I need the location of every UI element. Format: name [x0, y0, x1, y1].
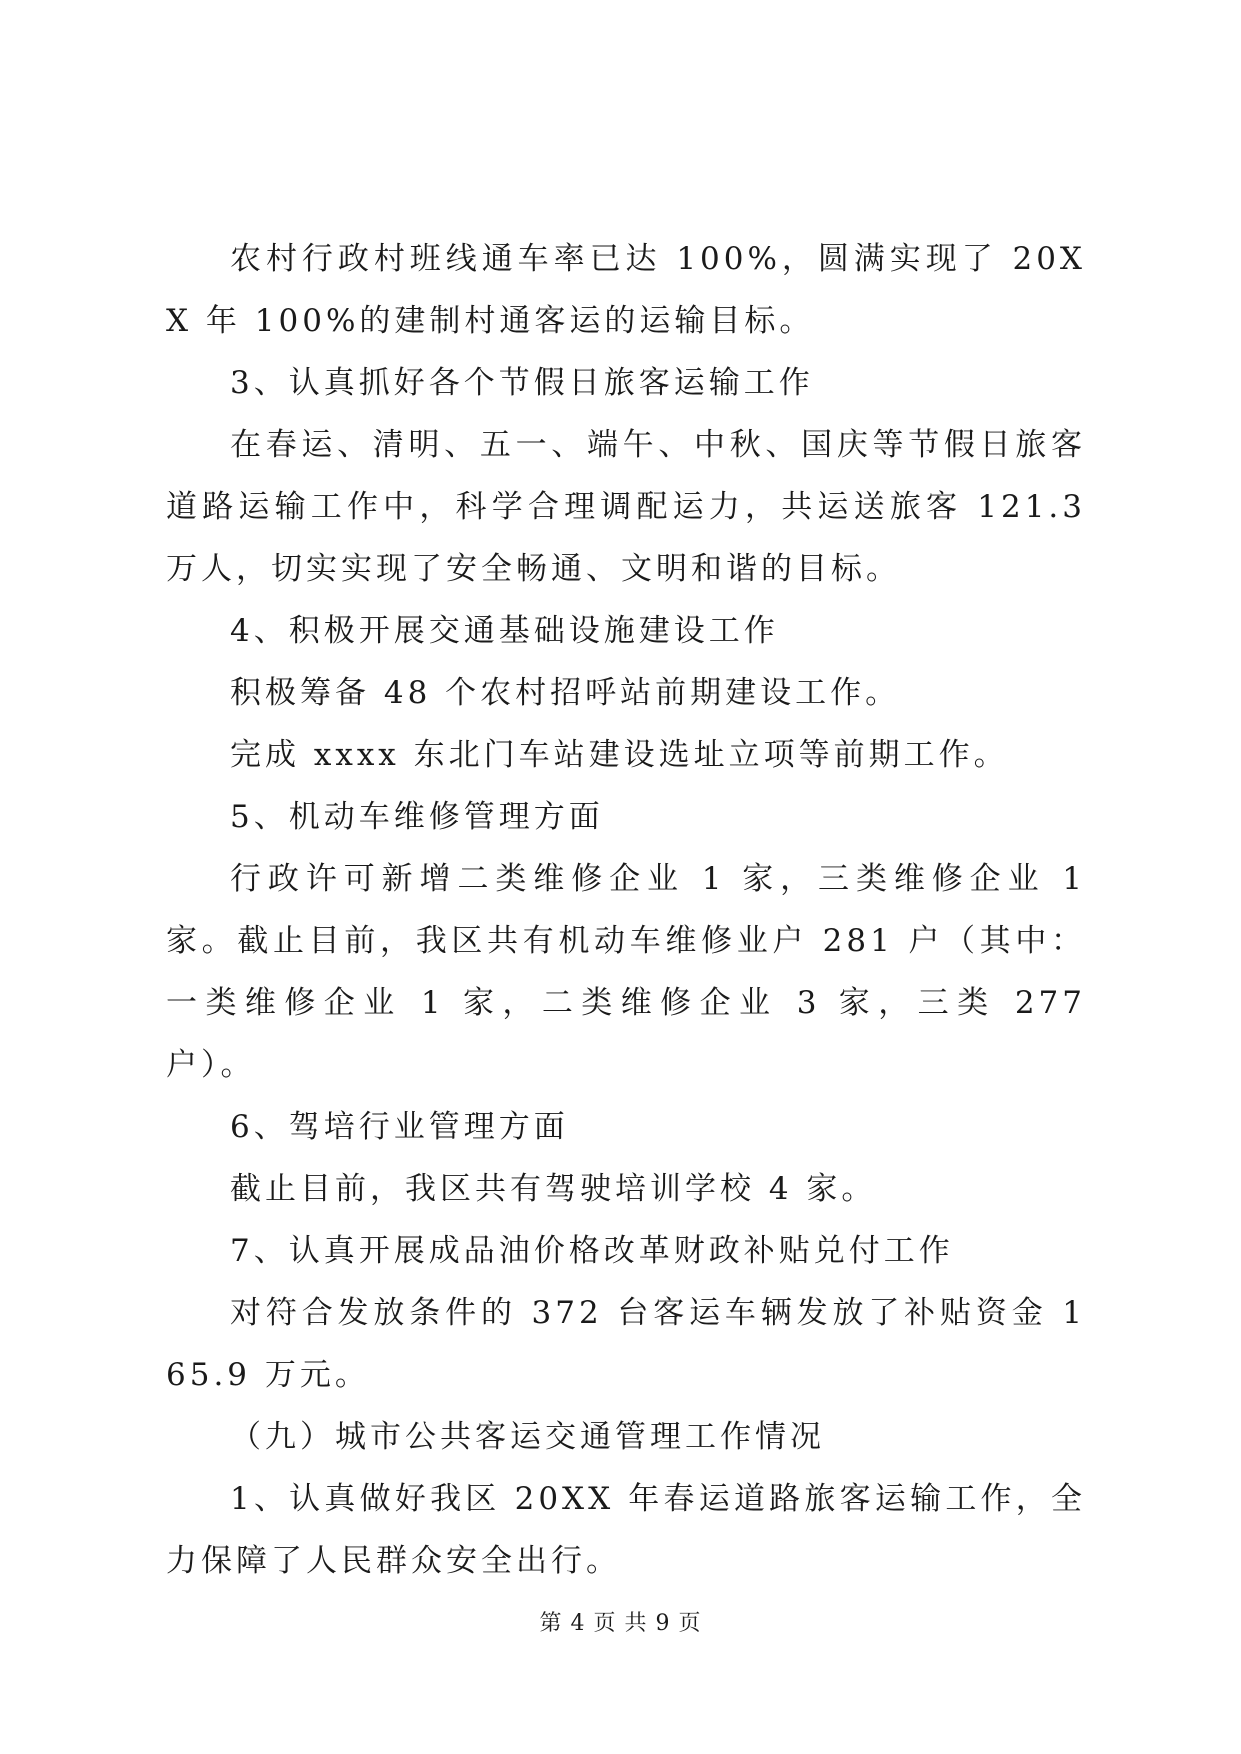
section-heading: 5、机动车维修管理方面 [230, 799, 604, 835]
paragraph: 完成 xxxx 东北门车站建设选址立项等前期工作。 [230, 737, 1009, 773]
section-heading: 4、积极开展交通基础设施建设工作 [230, 613, 779, 649]
section-heading: 6、驾培行业管理方面 [230, 1109, 569, 1145]
section-heading: 7、认真开展成品油价格改革财政补贴兑付工作 [230, 1233, 954, 1269]
page-footer: 第 4 页 共 9 页 [539, 1611, 702, 1636]
paragraph: 行政许可新增二类维修企业 1 家，三类维修企业 1 家。截止目前，我区共有机动车维修业户 281 户（其中：一类维修企业 1 家，二类维修企业 3 家，三类 277 户）。 [166, 861, 1086, 1083]
paragraph: 1、认真做好我区 20XX 年春运道路旅客运输工作，全力保障了人民群众安全出行。 [166, 1481, 1086, 1579]
paragraph: 截止目前，我区共有驾驶培训学校 4 家。 [230, 1171, 877, 1207]
document-body [166, 228, 1086, 1592]
paragraph: 在春运、清明、五一、端午、中秋、国庆等节假日旅客道路运输工作中，科学合理调配运力，共运送旅客 121.3 万人，切实实现了安全畅通、文明和谐的目标。 [166, 427, 1086, 587]
section-heading: （九）城市公共客运交通管理工作情况 [230, 1419, 825, 1455]
paragraph: 对符合发放条件的 372 台客运车辆发放了补贴资金 165.9 万元。 [166, 1295, 1086, 1393]
paragraph: 农村行政村班线通车率已达 100%，圆满实现了 20XX 年 100%的建制村通客运的运输目标。 [166, 241, 1086, 339]
section-heading: 3、认真抓好各个节假日旅客运输工作 [230, 365, 814, 401]
paragraph: 积极筹备 48 个农村招呼站前期建设工作。 [230, 675, 901, 711]
